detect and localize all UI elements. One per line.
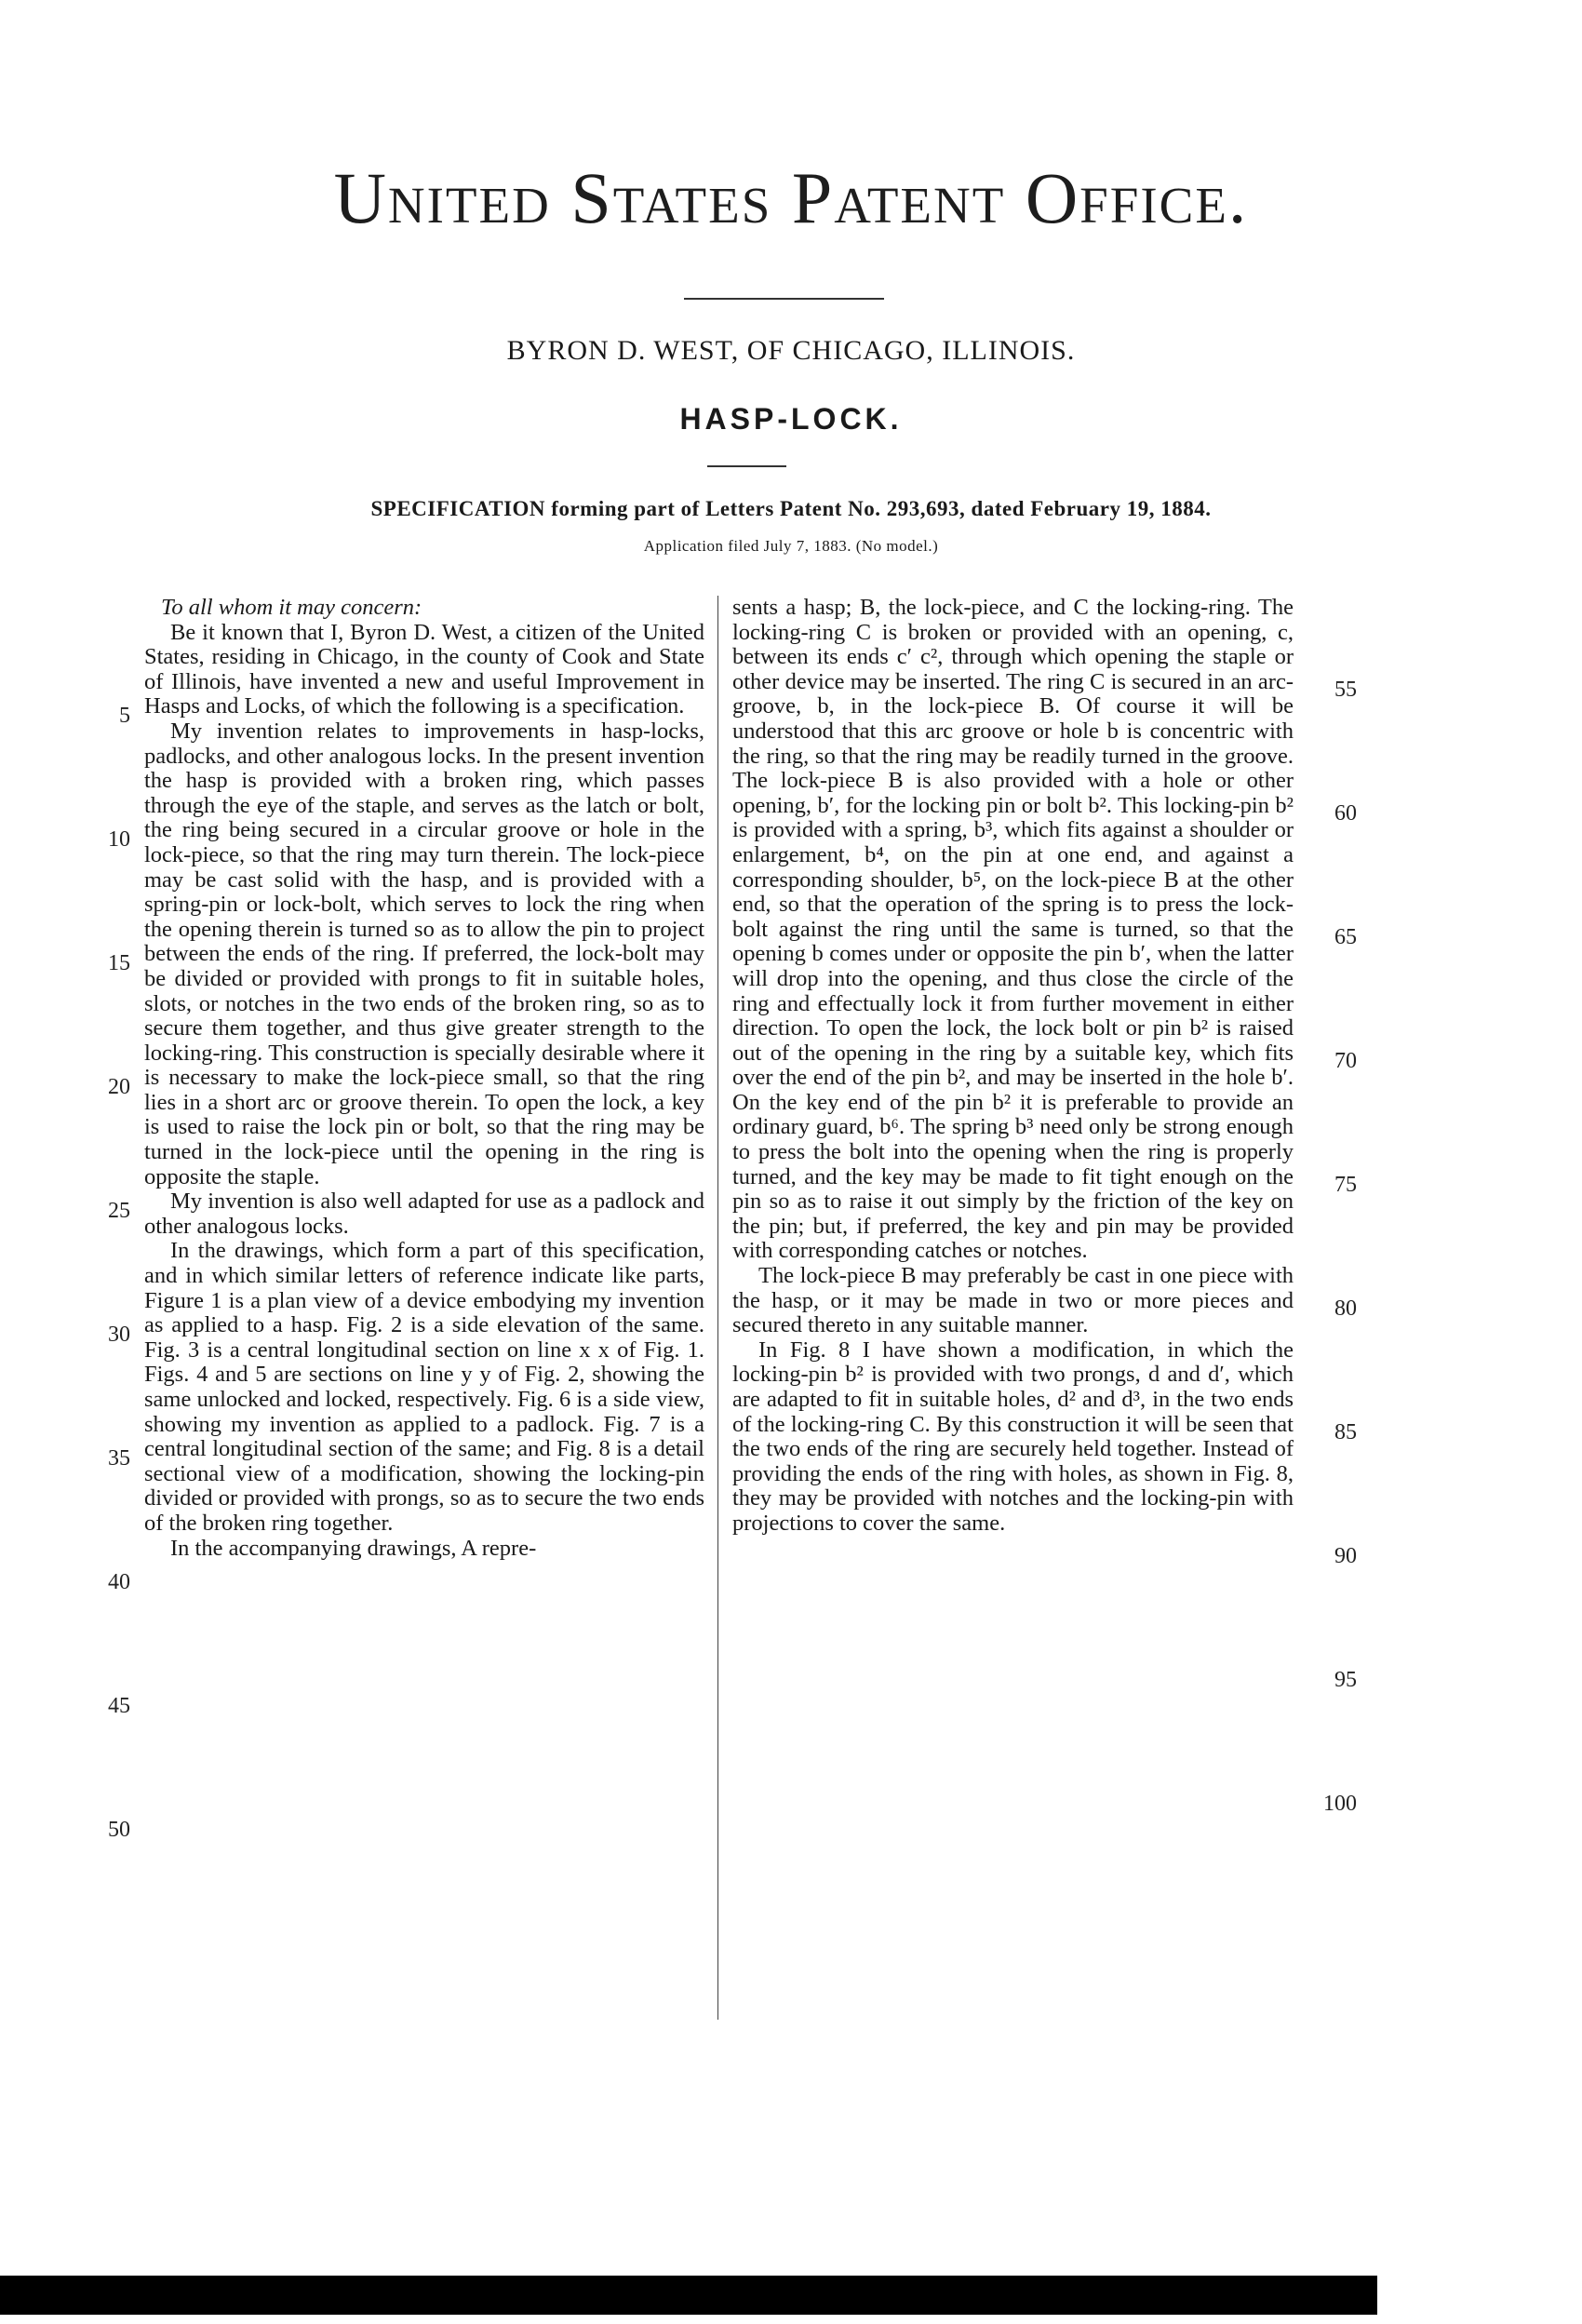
line-number: 55 [1334, 678, 1357, 702]
right-column [732, 596, 1294, 1537]
line-number: 80 [1334, 1296, 1357, 1321]
paragraph: Be it known that I, Byron D. West, a citizen of the United States, residing in Chicago, in the county of Cook and State of Illinois, have invented a new and useful Improvement in Hasps and Locks, of which the following is a specification. [144, 619, 704, 719]
line-number: 60 [1334, 801, 1357, 826]
scan-edge-bar [0, 2276, 1377, 2315]
title-rule [707, 465, 786, 467]
paragraph: In Fig. 8 I have shown a modification, in which the locking-pin b² is provided with two prongs, d and d′, which are adapted to fit in suitable holes, d² and d³, in the two ends of the locking-ring C. By this construction it will be seen that the two ends of the ring are securely held together. Instead of providing the ends of the ring with holes, as shown in Fig. 8, they may be provided with notches and the locking-pin with projections to cover the same. [732, 1337, 1294, 1536]
application-line: Application filed July 7, 1883. (No model.) [643, 537, 939, 555]
line-number: 85 [1334, 1420, 1357, 1444]
column-divider [717, 596, 718, 2020]
left-column [144, 596, 704, 1561]
paragraph: My invention relates to improvements in hasp-locks, padlocks, and other analogous locks. In the present invention the hasp is provided with a broken ring, which passes through the eye of the staple, and serves as the latch or bolt, the ring being secured in a circular groove or hole in the lock-piece, so that the ring may turn therein. The lock-piece may be cast solid with the hasp, and is provided with a spring-pin or lock-bolt, which serves to lock the ring when the opening therein is turned so as to allow the pin to project between the ends of the ring. If preferred, the lock-bolt may be divided or provided with prongs to fit in suitable holes, slots, or notches in the two ends of the broken ring, so as to secure them together, and thus give greater strength to the locking-ring. This construction is specially desirable where it is necessary to make the lock-piece small, so that the ring lies in a short arc or groove therein. To open the lock, a key is used to raise the lock pin or bolt, so that the ring may be turned in the lock-piece until the opening in the ring is opposite the staple. [144, 718, 704, 1189]
office-heading: United States Patent Office. [333, 157, 1249, 238]
line-number: 15 [108, 951, 130, 975]
paragraph: The lock-piece B may preferably be cast in one piece with the hasp, or it may be made in two or more pieces and secured thereto in any suitable manner. [732, 1263, 1294, 1338]
salutation: To all whom it may concern: [161, 595, 422, 620]
line-number: 5 [119, 704, 130, 728]
specification-line: SPECIFICATION forming part of Letters Patent No. 293,693, dated February 19, 1884. [370, 497, 1212, 520]
line-number: 30 [108, 1323, 130, 1347]
paragraph: In the drawings, which form a part of this specification, and in which similar letters of reference indicate like parts, Figure 1 is a plan view of a device embodying my invention as applied to a hasp. Fig. 2 is a side elevation of the same. Fig. 3 is a central longitudinal section on line x x of Fig. 1. Figs. 4 and 5 are sections on line y y of Fig. 2, showing the same unlocked and locked, respectively. Fig. 6 is a side view, showing my invention as applied to a padlock. Fig. 7 is a central longitudinal section of the same; and Fig. 8 is a detail sectional view of a modification, showing the locking-pin divided or provided with prongs, so as to secure the two ends of the broken ring together. [144, 1238, 704, 1536]
line-number: 70 [1334, 1049, 1357, 1073]
line-number: 40 [108, 1570, 130, 1594]
line-number: 75 [1334, 1173, 1357, 1197]
line-number: 25 [108, 1199, 130, 1223]
heading-rule [684, 298, 884, 300]
paragraph: My invention is also well adapted for use as a padlock and other analogous locks. [144, 1189, 704, 1239]
paragraph: In the accompanying drawings, A repre- [170, 1535, 537, 1561]
inventor-line: BYRON D. WEST, OF CHICAGO, ILLINOIS. [506, 335, 1076, 366]
line-number: 100 [1323, 1792, 1357, 1816]
invention-title: HASP-LOCK. [679, 402, 903, 436]
line-number: 65 [1334, 925, 1357, 949]
line-number: 35 [108, 1446, 130, 1471]
line-number: 95 [1334, 1668, 1357, 1692]
line-number: 10 [108, 827, 130, 852]
line-number: 90 [1334, 1544, 1357, 1568]
line-number: 45 [108, 1694, 130, 1718]
line-number: 50 [108, 1818, 130, 1842]
line-number: 20 [108, 1075, 130, 1099]
paragraph: sents a hasp; B, the lock-piece, and C the locking-ring. The locking-ring C is broken or provided with an opening, c, between its ends c′ c², through which opening the staple or other device may be inserted. The ring C is secured in an arc-groove, b, in the lock-piece B. Of course it will be understood that this arc groove or hole b is concentric with the ring, so that the ring may be readily turned in the groove. The lock-piece B is also provided with a hole or other opening, b′, for the locking pin or bolt b². This locking-pin b² is provided with a spring, b³, which fits against a shoulder or enlargement, b⁴, on the pin at one end, and against a corresponding shoulder, b⁵, on the lock-piece B at the other end, so that the operation of the spring is to press the lock-bolt against the ring until the same is turned, so that the opening b comes under or opposite the pin b′, when the latter will drop into the opening, and thus close the circle of the ring and effectually lock it from further movement in either direction. To open the lock, the lock bolt or pin b² is raised out of the opening in the ring by a suitable key, which fits over the end of the pin b², and may be inserted in the hole b′. On the key end of the pin b² it is preferable to provide an ordinary guard, b⁶. The spring b³ need only be strong enough to press the bolt into the opening when the ring is properly turned, and the key may be made to fit tight enough on the pin so as to raise it out simply by the friction of the key on the pin; but, if preferred, the key and pin may be provided with corresponding catches or notches. [732, 595, 1294, 1264]
